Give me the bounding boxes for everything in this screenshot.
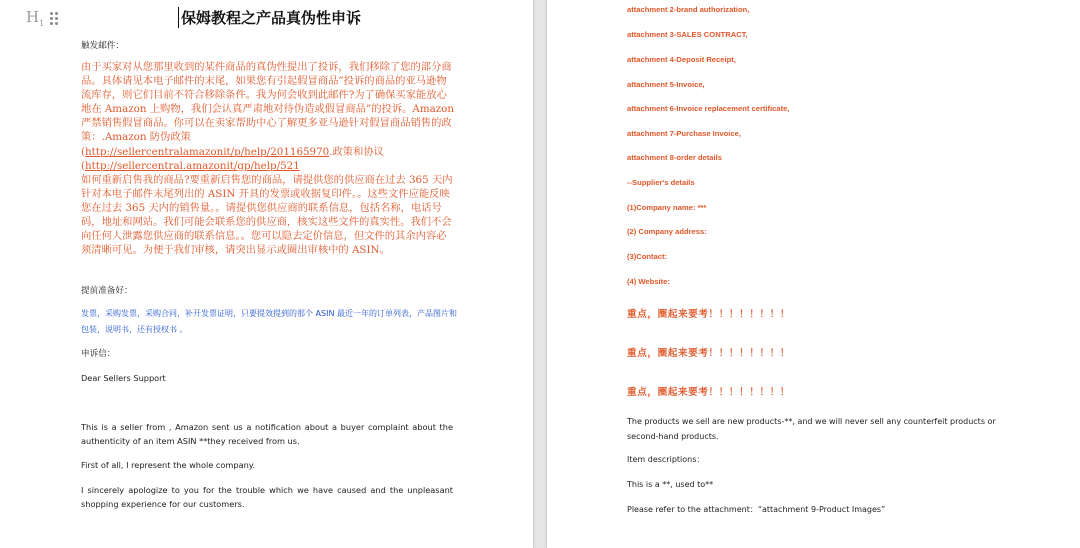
attachment-item: attachment 3-SALES CONTRACT, bbox=[627, 30, 748, 39]
greeting: Dear Sellers Support bbox=[81, 373, 166, 383]
policy-link-1[interactable]: http://sellercentralamazonit/p/help/201165970 bbox=[85, 145, 330, 158]
supplier-details-heading: --Supplier's details bbox=[627, 178, 695, 187]
document-page-right bbox=[547, 0, 1080, 548]
drag-handle-icon[interactable] bbox=[50, 12, 58, 25]
prep-label: 提前准备好： bbox=[81, 286, 133, 296]
block-toolbar[interactable] bbox=[26, 8, 58, 28]
appeal-para-1: This is a seller from , Amazon sent us a notification about a buyer complaint about the authenticity of an item ASIN **they received from us. bbox=[81, 422, 453, 446]
prep-text: 发票，采购发票，采购合同，补开发票证明，只要提效提到的那个 ASIN 最近一年的订单列表，产品图片和包装，说明书，还有授权书 。 bbox=[81, 309, 457, 334]
link-open-1: ( bbox=[81, 145, 86, 158]
trigger-email-text bbox=[81, 60, 455, 257]
attachment-item: attachment 4-Deposit Receipt, bbox=[627, 55, 736, 64]
trigger-email-p1: 由于买家对从您那里收到的某件商品的真伪性提出了投诉，我们移除了您的部分商品。具体请见本电子邮件的末尾，如果您有引起假冒商品”投诉的商品的亚马逊物流库存，则它们目前不符合移除条件。我为何会收到此邮件?为了确保买家能放心地在 Amazon 上购物，我们会认真严肃地对待伪造或假冒商品”的投诉。Amazon 严禁销售假冒商品。你可以在卖家帮助中心了解更多亚马逊针对假冒商品销售的政策：.Amazon 防伪政策 bbox=[81, 61, 455, 144]
attachment-item: attachment 8-order details bbox=[627, 153, 722, 162]
page-title[interactable]: 保姆教程之产品真伪性申诉 bbox=[178, 7, 361, 28]
supplier-company-name: (1)Company name: *** bbox=[627, 203, 707, 212]
policy-link-2[interactable]: http://sellercentral.amazonit/gp/help/521 bbox=[85, 159, 300, 172]
attachment-item: attachment 6-Invoice replacement certificate, bbox=[627, 104, 790, 113]
attachment-item: attachment 2-brand authorization, bbox=[627, 5, 750, 14]
link-tail-1: .政策和协议 bbox=[329, 145, 384, 158]
attachment-reference: Please refer to the attachment：“attachment 9-Product Images” bbox=[627, 505, 886, 514]
attachment-item: attachment 7-Purchase Invoice, bbox=[627, 129, 741, 138]
supplier-company-address: (2) Company address: bbox=[627, 227, 707, 236]
emphasis-note: 重点，圈起来要考！！！！！！！！ bbox=[627, 387, 791, 398]
heading-1-icon[interactable]: $H_1$ bbox=[26, 8, 45, 28]
supplier-contact: (3)Contact: bbox=[627, 252, 668, 261]
item-descriptions-label: Item descriptions： bbox=[627, 455, 705, 464]
appeal-para-2: First of all, I represent the whole company. bbox=[81, 460, 256, 470]
products-paragraph: The products we sell are new products-**, and we will never sell any counterfeit products or second-hand products. bbox=[627, 417, 996, 441]
trigger-email-p2: 如何重新启售我的商品?要重新启售您的商品，请提供您的供应商在过去 365 天内针对本电子邮件末尾列出的 ASIN 开具的发票或收据复印件。。这些文件应能反映您在过去 365 天内的销售量。。请提供您供应商的联系信息，包括名称，电话号码，地址和网站。我们可能会联系您的供应商，核实这些文件的真实性。我们不会向任何人泄露您供应商的联系信息。。您可以隐去定价信息，但文件的其余内容必须清晰可见。为便于我们审核，请突出显示或圈出审核中的 ASIN。 bbox=[81, 173, 453, 257]
link-open-2: ( bbox=[81, 159, 86, 172]
appeal-para-3: I sincerely apologize to you for the trouble which we have caused and the unpleasant shopping experience for our customers. bbox=[81, 485, 453, 509]
emphasis-note: 重点，圈起来要考！！！！！！！！ bbox=[627, 348, 791, 359]
trigger-email-label: 触发邮件： bbox=[81, 41, 124, 51]
supplier-website: (4) Website: bbox=[627, 277, 670, 286]
appeal-label: 申诉信： bbox=[81, 349, 116, 359]
item-descriptions-text: This is a **, used to** bbox=[627, 480, 714, 489]
attachment-item: attachment 5-Invoice, bbox=[627, 80, 705, 89]
emphasis-note: 重点，圈起来要考！！！！！！！！ bbox=[627, 309, 791, 320]
document-page-left bbox=[0, 0, 533, 548]
